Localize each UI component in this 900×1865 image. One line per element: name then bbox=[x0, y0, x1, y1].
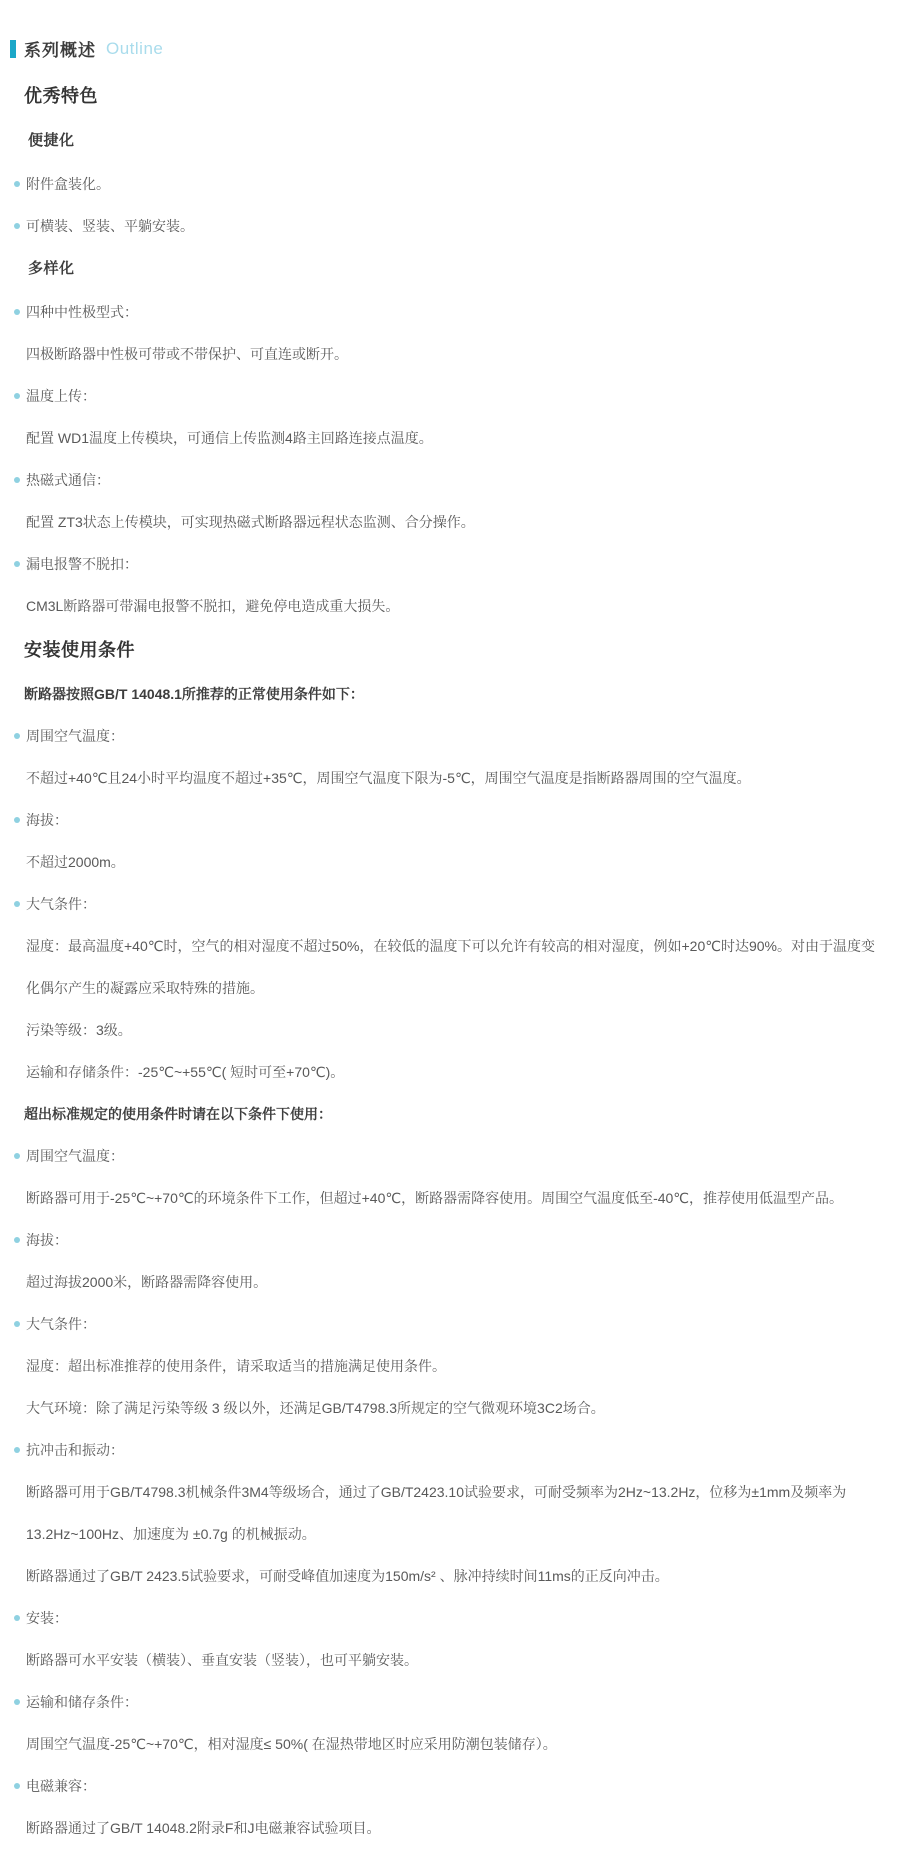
bullet-text: 漏电报警不脱扣： bbox=[26, 556, 138, 572]
bullet-dot bbox=[14, 1153, 20, 1159]
bullet-text: 大气条件： bbox=[26, 896, 96, 912]
bullet-item bbox=[12, 1765, 880, 1807]
bullet-text: 热磁式通信： bbox=[26, 472, 110, 488]
paragraph: 断路器通过了GB/T 14048.2附录F和J电磁兼容试验项目。 bbox=[26, 1820, 381, 1836]
bullet-item bbox=[12, 883, 880, 925]
bullet-dot bbox=[14, 901, 20, 907]
bullet-dot bbox=[14, 1699, 20, 1705]
paragraph: 配置 WD1温度上传模块，可通信上传监测4路主回路连接点温度。 bbox=[26, 430, 433, 446]
bullet-item bbox=[12, 799, 880, 841]
bullet-dot bbox=[14, 393, 20, 399]
bullet-text: 四种中性极型式： bbox=[26, 304, 138, 320]
paragraph: 配置 ZT3状态上传模块，可实现热磁式断路器远程状态监测、合分操作。 bbox=[26, 514, 475, 530]
paragraph: 周围空气温度-25℃~+70℃，相对湿度≤ 50%( 在湿热带地区时应采用防潮包装储存）。 bbox=[26, 1736, 557, 1752]
bullet-item bbox=[12, 459, 880, 501]
bullet-dot bbox=[14, 733, 20, 739]
bullet-text: 周围空气温度： bbox=[26, 1148, 124, 1164]
bullet-item bbox=[12, 1135, 880, 1177]
bullet-text: 大气条件： bbox=[26, 1316, 96, 1332]
bullet-item bbox=[12, 375, 880, 417]
paragraph: 断路器可用于GB/T4798.3机械条件3M4等级场合，通过了GB/T2423.10试验要求，可耐受频率为2Hz~13.2Hz，位移为±1mm及频率为13.2Hz~100Hz、加速度为 ±0.7g 的机械振动。 bbox=[26, 1484, 847, 1542]
bullet-item bbox=[12, 543, 880, 585]
section-heading-features: 优秀特色 bbox=[24, 86, 98, 106]
paragraph: 大气环境：除了满足污染等级 3 级以外，还满足GB/T4798.3所规定的空气微观环境3C2场合。 bbox=[26, 1400, 605, 1416]
bullet-item bbox=[12, 1429, 880, 1471]
bullet-item bbox=[12, 291, 880, 333]
paragraph: 断路器通过了GB/T 2423.5试验要求，可耐受峰值加速度为150m/s² 、脉冲持续时间11ms的正反向冲击。 bbox=[26, 1568, 669, 1584]
page-title: 系列概述 bbox=[24, 41, 96, 60]
section-header bbox=[10, 36, 888, 61]
bullet-text: 电磁兼容： bbox=[26, 1778, 96, 1794]
bullet-text: 温度上传： bbox=[26, 388, 96, 404]
bullet-item bbox=[12, 1219, 880, 1261]
bullet-text: 抗冲击和振动： bbox=[26, 1442, 124, 1458]
bullet-item bbox=[12, 1681, 880, 1723]
bullet-text: 安装： bbox=[26, 1610, 68, 1626]
bold-statement: 断路器按照GB/T 14048.1所推荐的正常使用条件如下： bbox=[24, 686, 364, 702]
bullet-text: 海拔： bbox=[26, 1232, 68, 1248]
bullet-text: 附件盒装化。 bbox=[26, 176, 110, 192]
bullet-item bbox=[12, 205, 880, 247]
bullet-dot bbox=[14, 223, 20, 229]
bullet-dot bbox=[14, 1615, 20, 1621]
paragraph: 运输和存储条件：-25℃~+55℃( 短时可至+70℃)。 bbox=[26, 1064, 345, 1080]
document-body bbox=[10, 73, 888, 1849]
section-heading-conditions: 安装使用条件 bbox=[24, 640, 135, 660]
bullet-dot bbox=[14, 181, 20, 187]
bullet-dot bbox=[14, 1321, 20, 1327]
bullet-dot bbox=[14, 561, 20, 567]
accent-bar bbox=[10, 40, 16, 58]
bullet-dot bbox=[14, 1237, 20, 1243]
bullet-text: 周围空气温度： bbox=[26, 728, 124, 744]
bullet-item bbox=[12, 163, 880, 205]
bullet-text: 可横装、竖装、平躺安装。 bbox=[26, 218, 194, 234]
paragraph: 不超过2000m。 bbox=[26, 854, 125, 870]
bullet-text: 海拔： bbox=[26, 812, 68, 828]
bullet-item bbox=[12, 715, 880, 757]
bullet-dot bbox=[14, 1783, 20, 1789]
paragraph: 污染等级：3级。 bbox=[26, 1022, 132, 1038]
bold-statement: 超出标准规定的使用条件时请在以下条件下使用： bbox=[24, 1106, 332, 1122]
subsection-heading: 多样化 bbox=[28, 260, 75, 277]
paragraph: 断路器可用于-25℃~+70℃的环境条件下工作，但超过+40℃，断路器需降容使用。周围空气温度低至-40℃，推荐使用低温型产品。 bbox=[26, 1190, 844, 1206]
paragraph: 超过海拔2000米，断路器需降容使用。 bbox=[26, 1274, 268, 1290]
bullet-dot bbox=[14, 817, 20, 823]
paragraph: 湿度：超出标准推荐的使用条件，请采取适当的措施满足使用条件。 bbox=[26, 1358, 446, 1374]
paragraph: 湿度：最高温度+40℃时，空气的相对湿度不超过50%，在较低的温度下可以允许有较高的相对湿度，例如+20℃时达90%。对由于温度变化偶尔产生的凝露应采取特殊的措施。 bbox=[26, 938, 875, 996]
paragraph: 不超过+40℃且24小时平均温度不超过+35℃，周围空气温度下限为-5℃，周围空气温度是指断路器周围的空气温度。 bbox=[26, 770, 751, 786]
paragraph: 断路器可水平安装（横装）、垂直安装（竖装），也可平躺安装。 bbox=[26, 1652, 418, 1668]
bullet-dot bbox=[14, 477, 20, 483]
subsection-heading: 便捷化 bbox=[28, 132, 75, 149]
page-subtitle: Outline bbox=[106, 38, 164, 58]
bullet-dot bbox=[14, 309, 20, 315]
paragraph: CM3L断路器可带漏电报警不脱扣，避免停电造成重大损失。 bbox=[26, 598, 400, 614]
bullet-item bbox=[12, 1597, 880, 1639]
paragraph: 四极断路器中性极可带或不带保护、可直连或断开。 bbox=[26, 346, 348, 362]
bullet-text: 运输和储存条件： bbox=[26, 1694, 138, 1710]
bullet-item bbox=[12, 1303, 880, 1345]
bullet-dot bbox=[14, 1447, 20, 1453]
